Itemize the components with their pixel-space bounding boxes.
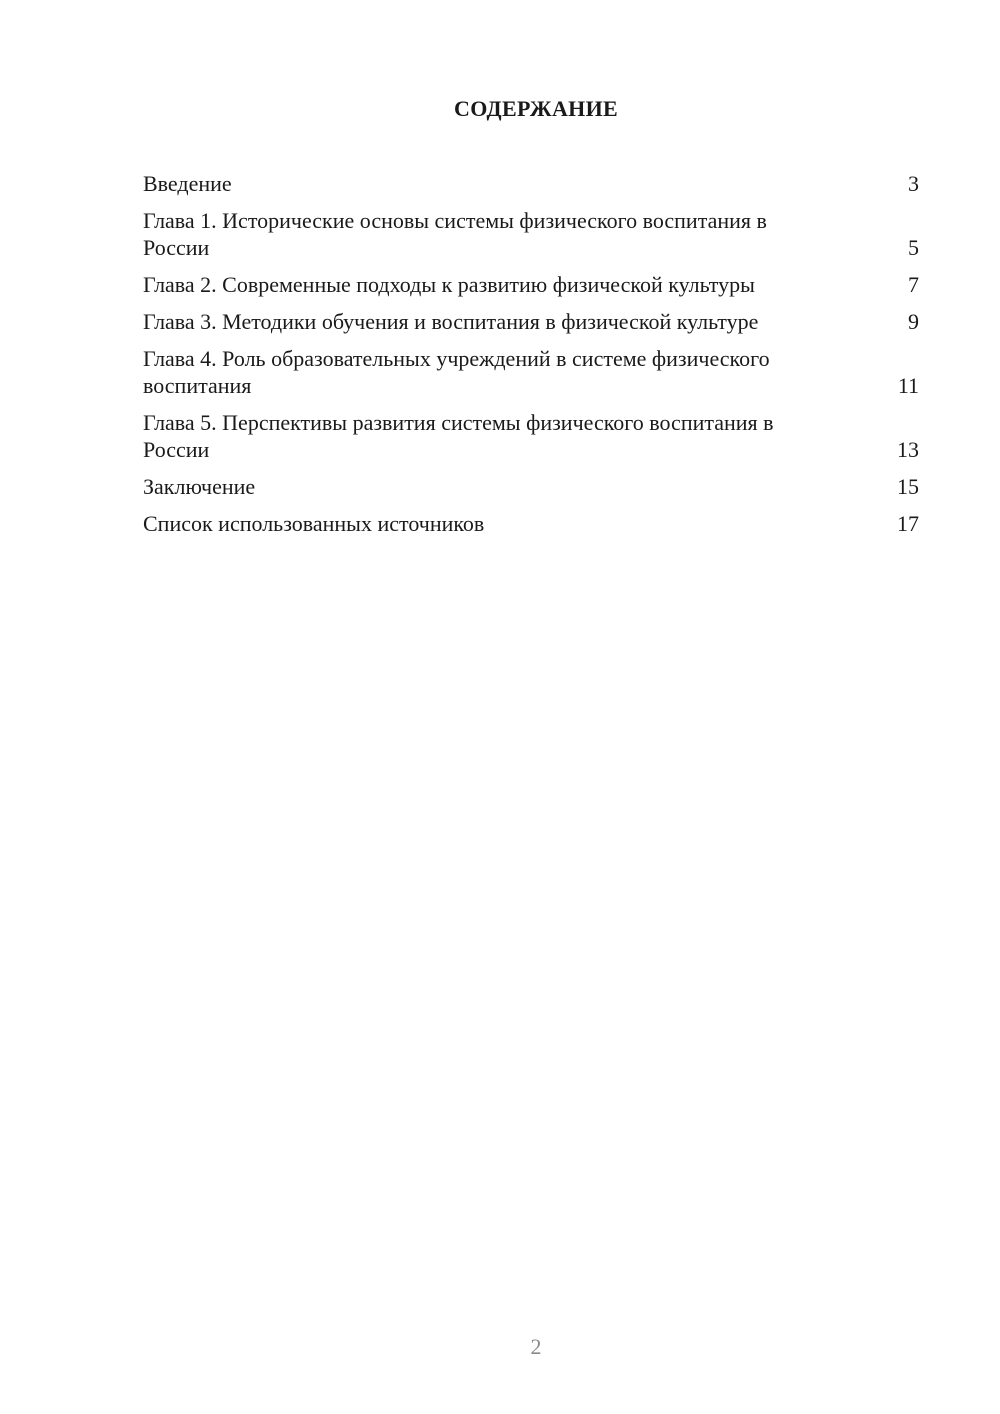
toc-entry-references — [143, 510, 919, 537]
toc-entry-chapter-4 — [143, 345, 919, 399]
toc-entry-label: Введение — [143, 171, 232, 196]
toc-heading: СОДЕРЖАНИЕ — [454, 96, 618, 121]
toc-entry-page: 5 — [908, 235, 919, 260]
toc-entry-page: 9 — [908, 309, 919, 334]
toc-entry-label: Глава 2. Современные подходы к развитию физической культуры — [143, 272, 755, 297]
toc-entry-chapter-2 — [143, 271, 919, 298]
toc-entry-chapter-3 — [143, 308, 919, 335]
table-of-contents — [143, 170, 919, 547]
toc-entry-label: Глава 1. Исторические основы системы физического воспитания в России — [143, 208, 767, 260]
toc-entry-label: Заключение — [143, 474, 256, 499]
toc-entry-page: 7 — [908, 272, 919, 297]
toc-entry-label: Глава 4. Роль образовательных учреждений в системе физического воспитания — [143, 346, 770, 398]
toc-entry-page: 15 — [897, 474, 919, 499]
toc-entry-page: 13 — [897, 437, 919, 462]
toc-entry-page: 3 — [908, 171, 919, 196]
toc-entry-page: 17 — [897, 511, 919, 536]
toc-entry-conclusion — [143, 473, 919, 500]
toc-entry-chapter-1 — [143, 207, 919, 261]
toc-entry-introduction — [143, 170, 919, 197]
toc-entry-chapter-5 — [143, 409, 919, 463]
toc-entry-label: Глава 3. Методики обучения и воспитания в физической культуре — [143, 309, 759, 334]
toc-entry-label: Список использованных источников — [143, 511, 485, 536]
toc-entry-page: 11 — [897, 373, 919, 398]
page-number: 2 — [530, 1334, 542, 1359]
toc-entry-label: Глава 5. Перспективы развития системы физического воспитания в России — [143, 410, 774, 462]
